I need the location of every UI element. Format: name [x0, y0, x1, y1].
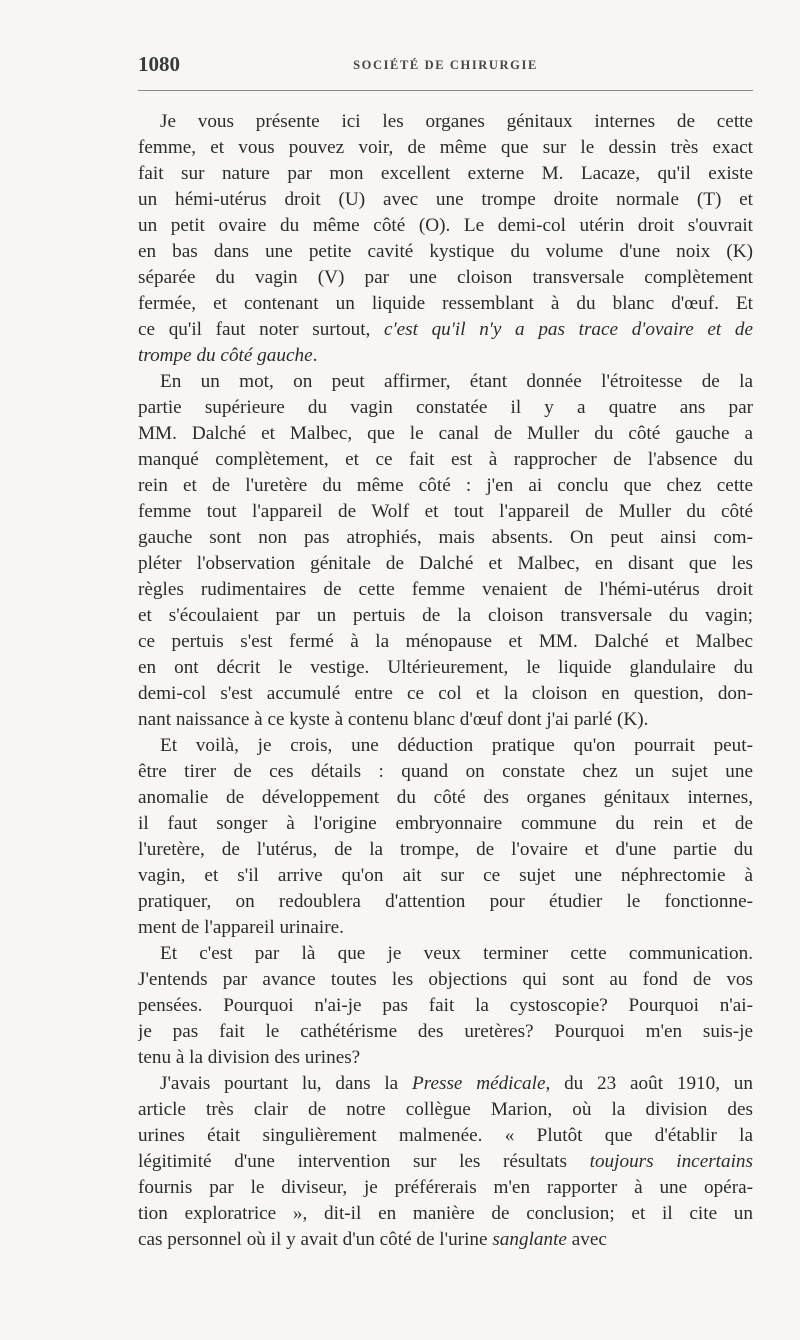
text-line — [138, 291, 753, 317]
text-segment: MM. Dalché et Malbec, que le canal de Muller du côté gauche a — [138, 423, 753, 444]
text-line — [138, 421, 753, 447]
text-segment: pensées. Pourquoi n'ai-je pas fait la cystoscopie? Pourquoi n'ai- — [138, 995, 753, 1016]
text-segment: légitimité d'une intervention sur les résultats — [138, 1151, 590, 1172]
text-segment: cas personnel où il y avait d'un côté de l'urine — [138, 1229, 493, 1250]
text-line — [138, 395, 753, 421]
text-segment: J'entends par avance toutes les objections qui sont au fond de vos — [138, 969, 753, 990]
italic-text: c'est qu'il n'y a pas trace d'ovaire et de — [383, 319, 753, 340]
text-segment: ce pertuis s'est fermé à la ménopause et MM. Dalché et Malbec — [138, 631, 753, 652]
paragraph — [138, 941, 753, 1071]
text-segment: manqué complètement, et ce fait est à rapprocher de l'absence du — [138, 449, 753, 470]
text-segment: Et voilà, je crois, une déduction pratique qu'on pourrait peut- — [160, 735, 753, 756]
text-segment: urines était singulièrement malmenée. « Plutôt que d'établir la — [138, 1125, 753, 1146]
text-segment: séparée du vagin (V) par une cloison transversale complètement — [138, 267, 753, 288]
text-segment: article très clair de notre collègue Marion, où la division des — [138, 1099, 753, 1120]
text-line — [138, 239, 753, 265]
text-line — [138, 1123, 753, 1149]
text-line — [138, 551, 753, 577]
italic-text: Presse médicale — [411, 1073, 546, 1094]
text-line — [138, 1149, 753, 1175]
text-line — [138, 1201, 753, 1227]
paragraph — [138, 1071, 753, 1253]
text-segment: gauche sont non pas atrophiés, mais absents. On peut ainsi com- — [138, 527, 753, 548]
italic-text: trompe du côté gauche — [138, 345, 313, 366]
text-segment: je pas fait le cathétérisme des uretères? Pourquoi m'en suis-je — [138, 1021, 753, 1042]
text-segment: vagin, et s'il arrive qu'on ait sur ce sujet une néphrectomie à — [138, 865, 753, 886]
text-segment: un hémi-utérus droit (U) avec une trompe droite normale (T) et — [138, 189, 753, 210]
text-line — [138, 707, 753, 733]
text-line — [138, 187, 753, 213]
text-segment: règles rudimentaires de cette femme venaient de l'hémi-utérus droit — [138, 579, 753, 600]
text-line — [138, 577, 753, 603]
text-segment: fermée, et contenant un liquide ressemblant à du blanc d'œuf. Et — [138, 293, 753, 314]
text-line — [138, 213, 753, 239]
text-line — [138, 889, 753, 915]
text-line — [138, 1227, 753, 1253]
text-segment: nant naissance à ce kyste à contenu blanc d'œuf dont j'ai parlé (K). — [138, 709, 649, 730]
text-segment: anomalie de développement du côté des organes génitaux internes, — [138, 787, 753, 808]
text-segment: un petit ovaire du même côté (O). Le demi-col utérin droit s'ouvrait — [138, 215, 753, 236]
text-segment: pléter l'observation génitale de Dalché et Malbec, en disant que les — [138, 553, 753, 574]
paragraph — [138, 369, 753, 733]
text-line — [138, 629, 753, 655]
text-segment: en bas dans une petite cavité kystique du volume d'une noix (K) — [138, 241, 753, 262]
text-line — [138, 655, 753, 681]
running-title: SOCIÉTÉ DE CHIRURGIE — [353, 58, 538, 72]
text-line — [138, 161, 753, 187]
text-line — [138, 785, 753, 811]
text-line — [138, 811, 753, 837]
text-line — [138, 759, 753, 785]
text-segment: tenu à la division des urines? — [138, 1047, 361, 1068]
text-line — [138, 1019, 753, 1045]
text-segment: être tirer de ces détails : quand on constate chez un sujet une — [138, 761, 753, 782]
text-line — [138, 369, 753, 395]
text-segment: Et c'est par là que je veux terminer cette communication. — [160, 943, 753, 964]
text-segment: demi-col s'est accumulé entre ce col et la cloison en question, don- — [138, 683, 753, 704]
text-segment: . — [312, 345, 318, 366]
text-line — [138, 1097, 753, 1123]
text-line — [138, 343, 753, 369]
text-line — [138, 733, 753, 759]
italic-text: toujours incertains — [589, 1151, 753, 1172]
text-segment: ce qu'il faut noter surtout, — [138, 319, 384, 340]
text-segment: En un mot, on peut affirmer, étant donnée l'étroitesse de la — [160, 371, 753, 392]
text-line — [138, 109, 753, 135]
italic-text: sanglante — [492, 1229, 567, 1250]
text-segment: avec — [566, 1229, 607, 1250]
text-segment: et s'écoulaient par un pertuis de la cloison transversale du vagin; — [138, 605, 753, 626]
text-segment: en ont décrit le vestige. Ultérieurement, le liquide glandulaire du — [138, 657, 753, 678]
text-segment: femme, et vous pouvez voir, de même que sur le dessin très exact — [138, 137, 753, 158]
text-line — [138, 603, 753, 629]
text-segment: tion exploratrice », dit-il en manière de conclusion; et il cite un — [138, 1203, 753, 1224]
text-segment: fournis par le diviseur, je préférerais m'en rapporter à une opéra- — [138, 1177, 753, 1198]
text-segment: Je vous présente ici les organes génitaux internes de cette — [160, 111, 753, 132]
paragraph — [138, 109, 753, 369]
text-segment: J'avais pourtant lu, dans la — [160, 1073, 412, 1094]
text-segment: ment de l'appareil urinaire. — [138, 917, 344, 938]
text-line — [138, 1175, 753, 1201]
text-segment: l'uretère, de l'utérus, de la trompe, de l'ovaire et d'une partie du — [138, 839, 753, 860]
text-segment: il faut songer à l'origine embryonnaire commune du rein et de — [138, 813, 753, 834]
text-line — [138, 1071, 753, 1097]
text-segment: femme tout l'appareil de Wolf et tout l'appareil de Muller du côté — [138, 501, 753, 522]
text-line — [138, 1045, 753, 1071]
text-line — [138, 837, 753, 863]
text-line — [138, 265, 753, 291]
text-line — [138, 473, 753, 499]
page-header — [138, 52, 753, 76]
text-line — [138, 681, 753, 707]
text-line — [138, 993, 753, 1019]
text-segment: fait sur nature par mon excellent externe M. Lacaze, qu'il existe — [138, 163, 753, 184]
text-line — [138, 967, 753, 993]
text-line — [138, 863, 753, 889]
paragraph — [138, 733, 753, 941]
body-text — [138, 109, 753, 1253]
page-number: 1080 — [138, 52, 180, 76]
header-rule — [138, 90, 753, 91]
text-line — [138, 317, 753, 343]
text-segment: pratiquer, on redoublera d'attention pour étudier le fonctionne- — [138, 891, 753, 912]
text-segment: partie supérieure du vagin constatée il y a quatre ans par — [138, 397, 753, 418]
text-line — [138, 447, 753, 473]
text-line — [138, 135, 753, 161]
text-segment: rein et de l'uretère du même côté : j'en ai conclu que chez cette — [138, 475, 753, 496]
text-segment: , du 23 août 1910, un — [545, 1073, 753, 1094]
text-line — [138, 941, 753, 967]
text-line — [138, 499, 753, 525]
text-line — [138, 525, 753, 551]
text-line — [138, 915, 753, 941]
